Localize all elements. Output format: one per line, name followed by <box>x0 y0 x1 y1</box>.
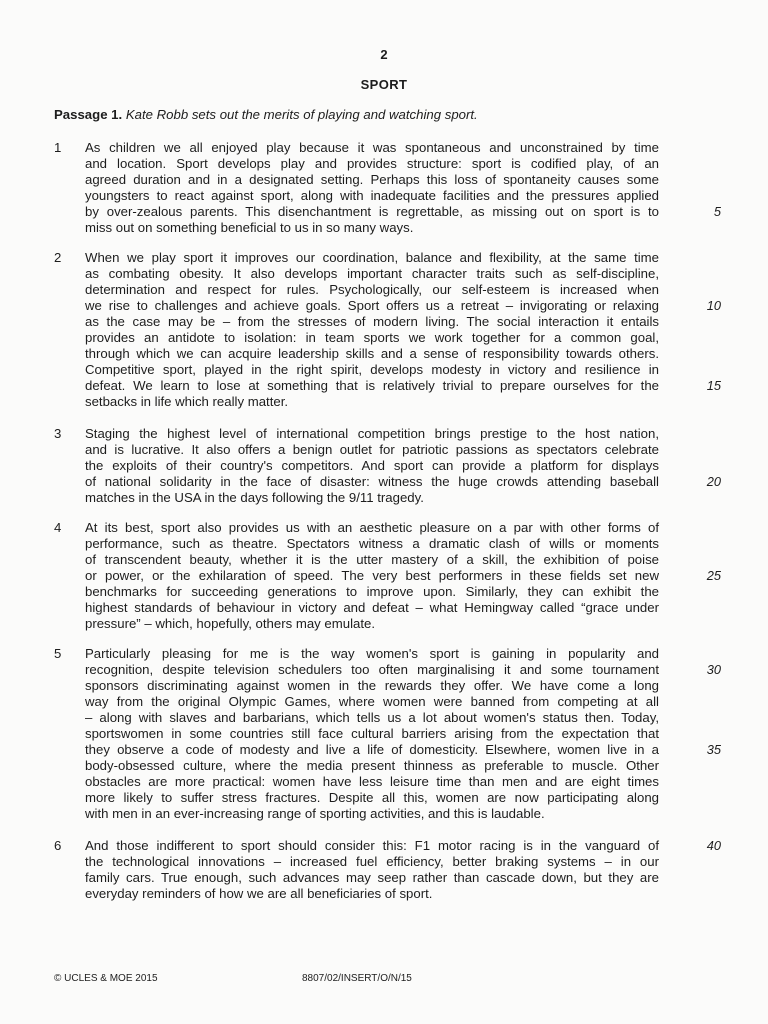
line-number: 25 <box>706 568 721 583</box>
paragraph-line: As children we all enjoyed play because it was spontaneous and unconstrained by time <box>85 140 659 155</box>
paragraph-line: highest standards of behaviour in victory and defeat – what Hemingway called “grace under <box>85 600 659 615</box>
paragraph-line: – along with slaves and barbarians, which tells us a lot about women's status then. Today, <box>85 710 659 725</box>
line-number: 15 <box>706 378 721 393</box>
paragraph-line: as combating obesity. It also develops important character traits such as self-discipline, <box>85 266 659 281</box>
paragraph-line: they observe a code of modesty and live a life of domesticity. Elsewhere, women live in a <box>85 742 659 757</box>
line-number: 30 <box>706 662 721 677</box>
paragraph-number: 4 <box>54 520 62 535</box>
paragraph-line: and is lucrative. It also offers a benign outlet for patriotic passions as spectators celebrate <box>85 442 659 457</box>
paragraph-line: obstacles are more practical: women have less leisure time than men and are eight times <box>85 774 659 789</box>
paragraph-number: 6 <box>54 838 62 853</box>
paragraph-line: by over-zealous parents. This disenchantment is regrettable, as missing out on sport is to <box>85 204 659 219</box>
line-number: 40 <box>706 838 721 853</box>
paragraph-line: more likely to suffer stress fractures. Despite all this, women are now participating along <box>85 790 659 805</box>
paragraph-line: agreed duration and in a designated setting. Perhaps this loss of spontaneity causes some <box>85 172 659 187</box>
paragraph-line: sportswomen in some countries still face cultural barriers arising from the expectation that <box>85 726 659 741</box>
paragraph-number: 2 <box>54 250 62 265</box>
passage-intro <box>54 107 478 122</box>
paragraph-line: determination and respect for rules. Psychologically, our self-esteem is increased when <box>85 282 659 297</box>
paragraph-line: family cars. True enough, such advances may seep rather than cascade down, but they are <box>85 870 659 885</box>
paragraph-line: of transcendent beauty, whether it is the utter mastery of a skill, the exhibition of poise <box>85 552 659 567</box>
paragraph-line: with men in an ever-increasing range of sporting activities, and this is laudable. <box>85 806 545 821</box>
footer-copyright: © UCLES & MOE 2015 <box>54 973 158 984</box>
footer-code: 8807/02/INSERT/O/N/15 <box>302 973 412 984</box>
line-number: 5 <box>713 204 721 219</box>
paragraph-number: 1 <box>54 140 62 155</box>
line-number: 20 <box>706 474 721 489</box>
paragraph-line: Staging the highest level of international competition brings prestige to the host nation, <box>85 426 659 441</box>
paragraph-number: 5 <box>54 646 62 661</box>
paragraph-line: everyday reminders of how we are all beneficiaries of sport. <box>85 886 433 901</box>
page-title: SPORT <box>360 77 408 92</box>
paragraph-line: the technological innovations – increased fuel efficiency, better braking systems – in our <box>85 854 659 869</box>
paragraph-line: Competitive sport, played in the right spirit, develops modesty in victory and resilience in <box>85 362 659 377</box>
paragraph-line: body-obsessed culture, where the media present thinness as preferable to muscle. Other <box>85 758 659 773</box>
paragraph-line: we rise to challenges and achieve goals. Sport offers us a retreat – invigorating or relaxing <box>85 298 659 313</box>
passage-description: Kate Robb sets out the merits of playing and watching sport. <box>125 107 478 122</box>
paragraph-line: through which we can acquire leadership skills and a sense of responsibility towards others. <box>85 346 659 361</box>
paragraph-line: miss out on something beneficial to us in so many ways. <box>85 220 414 235</box>
paragraph-line: recognition, despite television schedulers too often marginalising it and some tournament <box>85 662 659 677</box>
paragraph-line: At its best, sport also provides us with an aesthetic pleasure on a par with other forms of <box>85 520 659 535</box>
paragraph-line: And those indifferent to sport should consider this: F1 motor racing is in the vanguard of <box>85 838 659 853</box>
paragraph-line: sponsors discriminating against women in the rewards they offer. We have come a long <box>85 678 659 693</box>
paragraph-line: setbacks in life which really matter. <box>85 394 289 409</box>
paragraph-line: way from the original Olympic Games, where women were banned from competing at all <box>85 694 659 709</box>
paragraph-line: of national solidarity in the face of disaster: witness the huge crowds attending baseball <box>85 474 659 489</box>
paragraph-line: provides an antidote to isolation: in team sports we work together for a common goal, <box>85 330 659 345</box>
paragraph-line: and location. Sport develops play and provides structure: sport is codified play, of an <box>85 156 659 171</box>
paragraph-line: matches in the USA in the days following the 9/11 tragedy. <box>85 490 424 505</box>
paragraph-line: as the case may be – from the stresses of modern living. The social interaction it entails <box>85 314 659 329</box>
paragraph-line: the exploits of their country's competitors. And sport can provide a platform for displays <box>85 458 659 473</box>
paragraph-line: performance, such as theatre. Spectators witness a dramatic clash of wills or moments <box>85 536 659 551</box>
paragraph-line: pressure” – which, hopefully, others may emulate. <box>85 616 376 631</box>
paragraph-line: defeat. We learn to lose at something that is relatively trivial to prepare ourselves for the <box>85 378 659 393</box>
paragraph-number: 3 <box>54 426 62 441</box>
paragraph-line: or power, or the exhilaration of speed. The very best performers in these fields set new <box>85 568 659 583</box>
line-number: 35 <box>706 742 721 757</box>
paragraph-line: benchmarks for succeeding generations to improve upon. Similarly, they can exhibit the <box>85 584 659 599</box>
line-number: 10 <box>706 298 721 313</box>
page-number: 2 <box>380 47 388 62</box>
paragraph-line: Particularly pleasing for me is the way women's sport is gaining in popularity and <box>85 646 659 661</box>
passage-label: Passage 1. <box>54 107 123 122</box>
paragraph-line: When we play sport it improves our coordination, balance and flexibility, at the same time <box>85 250 659 265</box>
paragraph-line: youngsters to react against sport, along with inadequate facilities and the pressures applied <box>85 188 659 203</box>
